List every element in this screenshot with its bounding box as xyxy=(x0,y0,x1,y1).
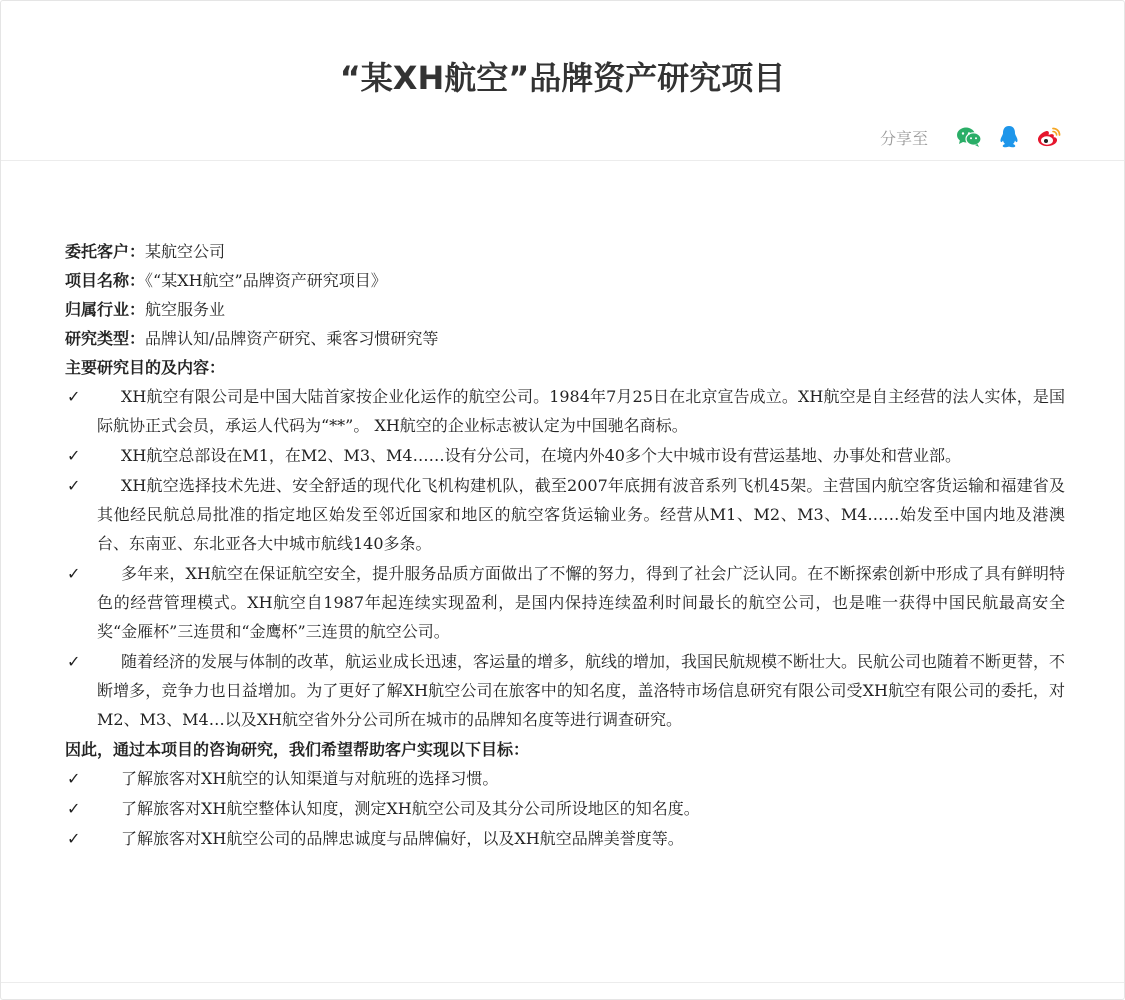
list-item-text: XH航空选择技术先进、安全舒适的现代化飞机构建机队，截至2007年底拥有波音系列飞机45架。主营国内航空客货运输和福建省及其他经民航总局批准的指定地区始发至邻近国家和地区的航空客货运输业务。经营从M1、M2、M3、M4……始发至中国内地及港澳台、东南亚、东北亚各大中城市航线140多条。 xyxy=(97,476,1065,553)
industry-row xyxy=(65,295,1065,324)
check-icon: ✓ xyxy=(67,829,81,848)
qq-icon-glyph xyxy=(998,125,1020,149)
check-icon: ✓ xyxy=(67,564,81,583)
page-title: “某XH航空”品牌资产研究项目 xyxy=(339,59,786,97)
list-item-text: 了解旅客对XH航空整体认知度，测定XH航空公司及其分公司所设地区的知名度。 xyxy=(121,799,700,818)
wechat-icon[interactable] xyxy=(956,124,982,150)
list-item xyxy=(65,794,1065,823)
list-item-text: 随着经济的发展与体制的改革，航运业成长迅速，客运量的增多，航线的增加，我国民航规模不断壮大。民航公司也随着不断更替，不断增多，竞争力也日益增加。为了更好了解XH航空公司在旅客中的知名度，盖洛特市场信息研究有限公司受XH航空有限公司的委托，对M2、M3、M4…以及XH航空省外分公司所在城市的品牌知名度等进行调查研究。 xyxy=(97,652,1066,729)
research-type-label: 研究类型： xyxy=(65,329,146,348)
list-item xyxy=(65,559,1065,646)
qq-icon[interactable] xyxy=(996,124,1022,150)
list-item-text: XH航空总部设在M1，在M2、M3、M4……设有分公司，在境内外40多个大中城市设有营运基地、办事处和营业部。 xyxy=(121,446,961,465)
project-label: 项目名称： xyxy=(65,271,146,290)
wechat-icon-glyph xyxy=(956,126,982,148)
check-icon: ✓ xyxy=(67,387,81,406)
check-icon: ✓ xyxy=(67,799,81,818)
industry-label: 归属行业： xyxy=(65,300,146,319)
check-icon: ✓ xyxy=(67,476,81,495)
section-heading-objectives: 主要研究目的及内容： xyxy=(65,358,226,377)
list-item xyxy=(65,382,1065,440)
weibo-icon[interactable] xyxy=(1036,124,1062,150)
check-icon: ✓ xyxy=(67,652,81,671)
client-row xyxy=(65,237,1065,266)
list-item xyxy=(65,441,1065,470)
share-bar xyxy=(880,123,1062,151)
industry-value: 航空服务业 xyxy=(145,300,226,319)
list-item-text: 了解旅客对XH航空的认知渠道与对航班的选择习惯。 xyxy=(121,769,499,788)
check-icon: ✓ xyxy=(67,769,81,788)
section-heading-goals: 因此，通过本项目的咨询研究，我们希望帮助客户实现以下目标： xyxy=(65,740,530,759)
footer-divider xyxy=(1,982,1124,983)
research-type-value: 品牌认知/品牌资产研究、乘客习惯研究等 xyxy=(145,329,439,348)
list-item-text: XH航空有限公司是中国大陆首家按企业化运作的航空公司。1984年7月25日在北京宣告成立。XH航空是自主经营的法人实体，是国际航协正式会员，承运人代码为“**”。 XH航空的企业标志被认定为中国驰名商标。 xyxy=(97,387,1065,435)
client-label: 委托客户： xyxy=(65,242,146,261)
share-label: 分享至 xyxy=(879,128,928,148)
research-type-row xyxy=(65,324,1065,353)
list-item xyxy=(65,647,1065,734)
weibo-icon-glyph xyxy=(1036,126,1062,148)
list-item xyxy=(65,824,1065,853)
project-row xyxy=(65,266,1065,295)
list-item xyxy=(65,471,1065,558)
project-value: 《“某XH航空”品牌资产研究项目》 xyxy=(145,271,387,290)
list-item-text: 了解旅客对XH航空公司的品牌忠诚度与品牌偏好，以及XH航空品牌美誉度等。 xyxy=(121,829,684,848)
list-item xyxy=(65,764,1065,793)
article-body xyxy=(65,237,1065,854)
article-header xyxy=(1,1,1124,161)
check-icon: ✓ xyxy=(67,446,81,465)
list-item-text: 多年来，XH航空在保证航空安全，提升服务品质方面做出了不懈的努力，得到了社会广泛认同。在不断探索创新中形成了具有鲜明特色的经营管理模式。XH航空自1987年起连续实现盈利，是国内保持连续盈利时间最长的航空公司，也是唯一获得中国民航最高安全奖“金雁杯”三连贯和“金鹰杯”三连贯的航空公司。 xyxy=(97,564,1065,641)
client-value: 某航空公司 xyxy=(145,242,226,261)
